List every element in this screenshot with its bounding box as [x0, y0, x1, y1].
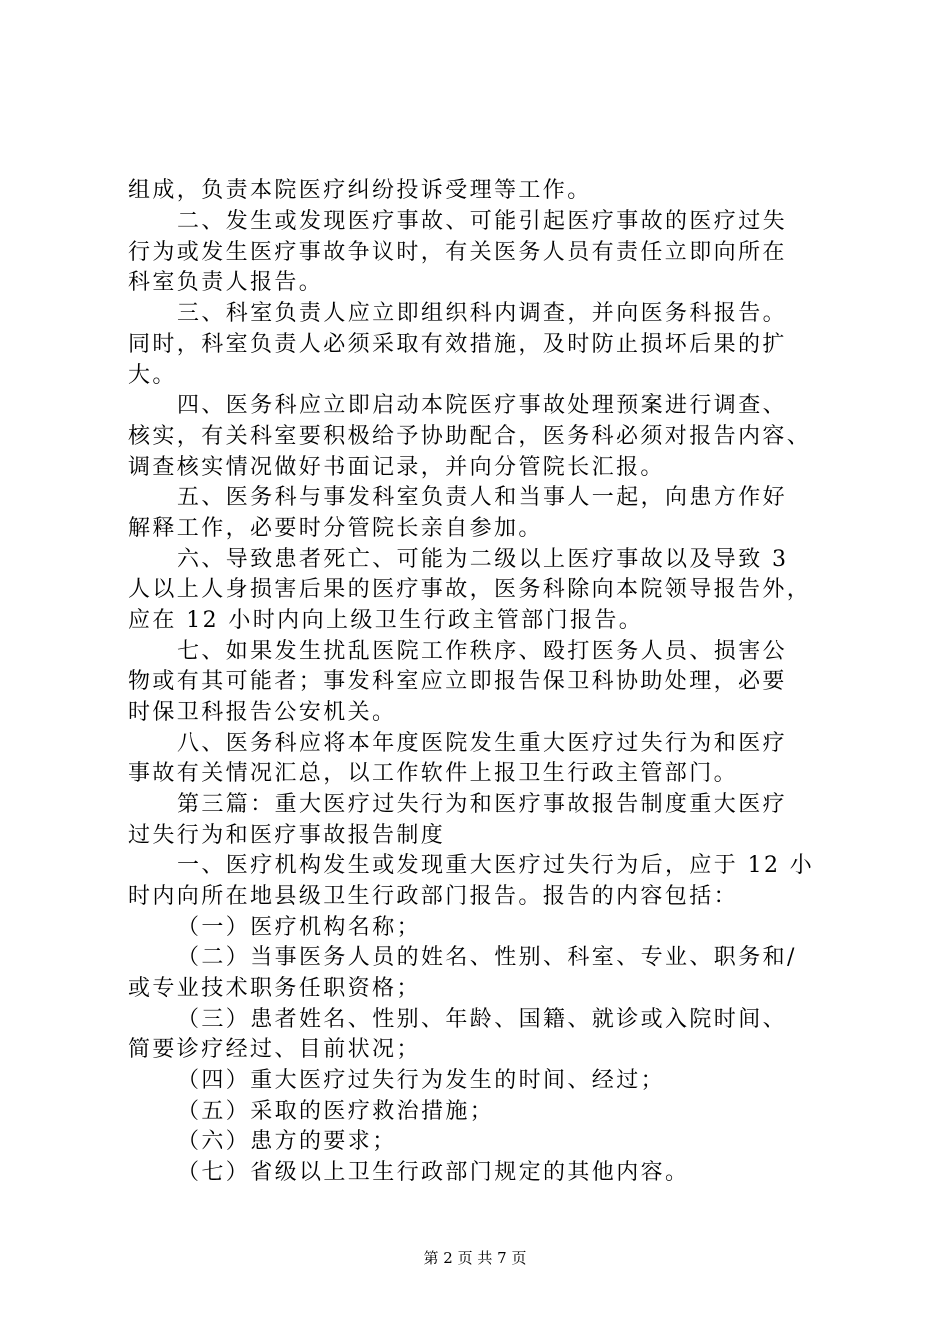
- list-item: （七）省级以上卫生行政部门规定的其他内容。: [177, 1160, 690, 1185]
- text-line: 七、如果发生扰乱医院工作秩序、殴打医务人员、损害公: [177, 639, 788, 664]
- list-item: （五）采取的医疗救治措施；: [177, 1099, 495, 1124]
- text-line: 组成，负责本院医疗纠纷投诉受理等工作。: [128, 178, 592, 203]
- section-heading: 过失行为和医疗事故报告制度: [128, 823, 446, 848]
- list-item: （三）患者姓名、性别、年龄、国籍、就诊或入院时间、: [177, 1007, 788, 1032]
- text-line: 同时，科室负责人必须采取有效措施，及时防止损坏后果的扩: [128, 332, 787, 357]
- list-item: （六）患方的要求；: [177, 1129, 397, 1154]
- text-line: 应在 12 小时内向上级卫生行政主管部门报告。: [128, 608, 644, 633]
- list-item: （二）当事医务人员的姓名、性别、科室、专业、职务和/: [177, 945, 797, 970]
- section-heading: 第三篇：重大医疗过失行为和医疗事故报告制度重大医疗: [177, 792, 788, 817]
- text-line: 解释工作，必要时分管院长亲自参加。: [128, 516, 543, 541]
- text-line: 一、医疗机构发生或发现重大医疗过失行为后，应于 12 小: [177, 853, 815, 878]
- text-line: 三、科室负责人应立即组织科内调查，并向医务科报告。: [177, 301, 788, 326]
- page-number-footer: 第 2 页 共 7 页: [423, 1249, 527, 1267]
- text-line: 时保卫科报告公安机关。: [128, 700, 397, 725]
- text-line: 事故有关情况汇总，以工作软件上报卫生行政主管部门。: [128, 761, 739, 786]
- text-line: 大。: [128, 363, 177, 388]
- text-line: 五、医务科与事发科室负责人和当事人一起，向患方作好: [177, 485, 788, 510]
- list-item: 或专业技术职务任职资格；: [128, 976, 421, 1001]
- text-line: 六、导致患者死亡、可能为二级以上医疗事故以及导致 3: [177, 547, 789, 572]
- list-item: 简要诊疗经过、目前状况；: [128, 1037, 421, 1062]
- text-line: 二、发生或发现医疗事故、可能引起医疗事故的医疗过失: [177, 209, 788, 234]
- text-line: 时内向所在地县级卫生行政部门报告。报告的内容包括：: [128, 884, 739, 909]
- text-line: 人以上人身损害后果的医疗事故，医务科除向本院领导报告外，: [128, 577, 812, 602]
- list-item: （一）医疗机构名称；: [177, 915, 422, 940]
- list-item: （四）重大医疗过失行为发生的时间、经过；: [177, 1068, 666, 1093]
- text-line: 调查核实情况做好书面记录，并向分管院长汇报。: [128, 455, 665, 480]
- text-line: 行为或发生医疗事故争议时，有关医务人员有责任立即向所在: [128, 240, 787, 265]
- text-line: 科室负责人报告。: [128, 270, 324, 295]
- text-line: 核实，有关科室要积极给予协助配合，医务科必须对报告内容、: [128, 424, 812, 449]
- text-line: 物或有其可能者；事发科室应立即报告保卫科协助处理，必要: [128, 669, 787, 694]
- text-line: 八、医务科应将本年度医院发生重大医疗过失行为和医疗: [177, 731, 788, 756]
- text-line: 四、医务科应立即启动本院医疗事故处理预案进行调查、: [177, 393, 788, 418]
